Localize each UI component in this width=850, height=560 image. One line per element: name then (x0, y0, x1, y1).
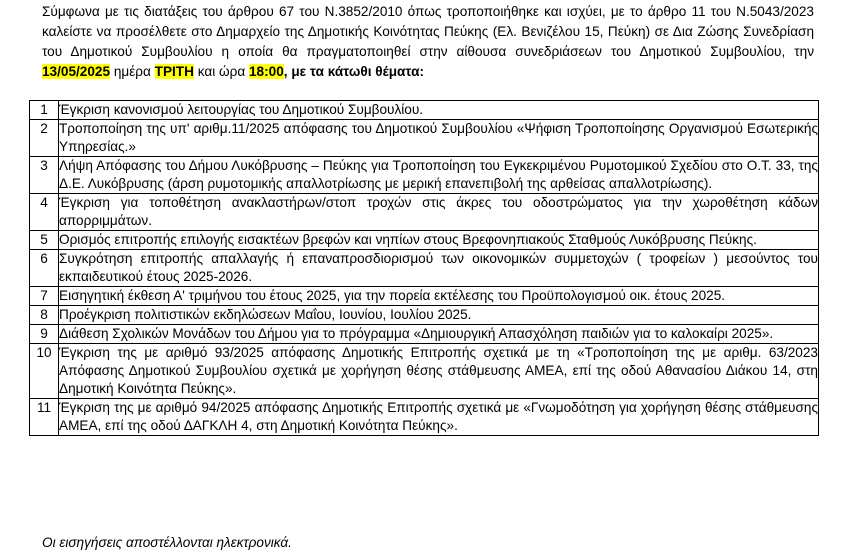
agenda-item-number: 1 (30, 101, 59, 120)
agenda-item-number: 4 (30, 194, 59, 231)
agenda-item-number: 2 (30, 120, 59, 157)
agenda-row (30, 306, 819, 325)
meeting-date: 13/05/2025 (42, 64, 111, 79)
agenda-body (30, 101, 819, 436)
invitation-text: Σύμφωνα με τις διατάξεις του άρθρου 67 του Ν.3852/2010 όπως τροποποιήθηκε και ισχύει, με το άρθρο 11 του Ν.5043/2023 καλείστε να προσέλθετε στο Δημαρχείο της Δημοτικής Κοινότητας Πεύκης (Ελ. Βενιζέλου 15, Πεύκη) σε Δια Ζώσης Συνεδρίαση του Δημοτικού Συμβουλίου η οποία θα πραγματοποιηθεί στην αίθουσα συνεδριάσεων του Δημοτικού Συμβουλίου, την (42, 4, 814, 59)
agenda-row (30, 231, 819, 250)
invitation-day-label: ημέρα (113, 64, 151, 79)
agenda-row (30, 399, 819, 436)
agenda-table (29, 100, 819, 436)
agenda-item-text: Λήψη Απόφασης του Δήμου Λυκόβρυσης – Πεύκης για Τροποποίηση του Εγκεκριμένου Ρυμοτομικού Σχεδίου στο Ο.Τ. 33, της Δ.Ε. Λυκόβρυσης (άρση ρυμοτομικής απαλλοτρίωσης με μερική επανεπιβολή της αρθείσας απαλλοτρίωσης). (59, 157, 819, 194)
agenda-item-text: Εισηγητική έκθεση Α' τριμήνου του έτους 2025, για την πορεία εκτέλεσης του Προϋπολογισμού οικ. έτους 2025. (59, 287, 819, 306)
meeting-time: 18:00 (249, 64, 284, 79)
agenda-row (30, 344, 819, 399)
agenda-row (30, 325, 819, 344)
agenda-item-text: Έγκριση για τοποθέτηση ανακλαστήρων/στοπ τροχών στις άκρες του οδοστρώματος για την χωροθέτηση κάδων απορριμμάτων. (59, 194, 819, 231)
meeting-day: ΤΡΙΤΗ (154, 64, 194, 79)
agenda-item-number: 9 (30, 325, 59, 344)
agenda-item-number: 8 (30, 306, 59, 325)
invitation-paragraph (42, 2, 814, 82)
invitation-time-label: και ώρα (197, 64, 246, 79)
agenda-item-number: 3 (30, 157, 59, 194)
agenda-item-text: Διάθεση Σχολικών Μονάδων του Δήμου για το πρόγραμμα «Δημιουργική Απασχόληση παιδιών για το καλοκαίρι 2025». (59, 325, 819, 344)
agenda-row (30, 101, 819, 120)
agenda-item-text: Έγκριση της με αριθμό 94/2025 απόφασης Δημοτικής Επιτροπής σχετικά με «Γνωμοδότηση για χορήγηση θέσης στάθμευσης ΑΜΕΑ, επί της οδού ΔΑΓΚΛΗ 4, στη Δημοτική Κοινότητα Πεύκης». (59, 399, 819, 436)
agenda-item-text: Έγκριση κανονισμού λειτουργίας του Δημοτικού Συμβουλίου. (59, 101, 819, 120)
agenda-item-number: 7 (30, 287, 59, 306)
agenda-item-text: Προέγκριση πολιτιστικών εκδηλώσεων Μαΐου, Ιουνίου, Ιουλίου 2025. (59, 306, 819, 325)
agenda-row (30, 120, 819, 157)
closing-note: Οι εισηγήσεις αποστέλλονται ηλεκτρονικά. (42, 535, 292, 550)
agenda-item-number: 6 (30, 250, 59, 287)
agenda-row (30, 250, 819, 287)
agenda-row (30, 287, 819, 306)
agenda-item-number: 10 (30, 344, 59, 399)
agenda-row (30, 157, 819, 194)
agenda-item-number: 5 (30, 231, 59, 250)
agenda-item-text: Έγκριση της με αριθμό 93/2025 απόφασης Δημοτικής Επιτροπής σχετικά με τη «Τροποποίηση της με αριθμ. 63/2023 Απόφασης Δημοτικού Συμβουλίου σχετικά με χορήγηση θέσης στάθμευσης ΑΜΕΑ, επί της οδού Αθανασίου Διάκου 14, στη Δημοτική Κοινότητα Πεύκης». (59, 344, 819, 399)
agenda-item-text: Τροποποίηση της υπ' αριθμ.11/2025 απόφασης του Δημοτικού Συμβουλίου «Ψήφιση Τροποποίησης Οργανισμού Εσωτερικής Υπηρεσίας.» (59, 120, 819, 157)
invitation-closing-text: , με τα κάτωθι θέματα: (283, 64, 424, 79)
agenda-row (30, 194, 819, 231)
agenda-item-text: Ορισμός επιτροπής επιλογής εισακτέων βρεφών και νηπίων στους Βρεφονηπιακούς Σταθμούς Λυκόβρυσης Πεύκης. (59, 231, 819, 250)
agenda-item-number: 11 (30, 399, 59, 436)
agenda-item-text: Συγκρότηση επιτροπής απαλλαγής ή επαναπροσδιορισμού των οικονομικών συμμετοχών ( τροφείων ) μεσούντος του εκπαιδευτικού έτους 2025-2026. (59, 250, 819, 287)
